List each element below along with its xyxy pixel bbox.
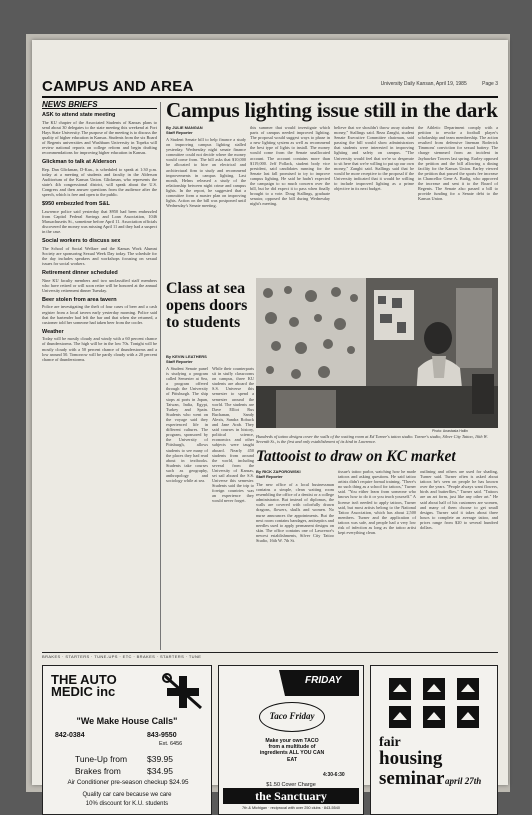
brakes-price: $34.95 bbox=[147, 766, 173, 776]
brief-body: The KU chapter of the Associated Students of Kansas plans to send about 30 delegates to the state meeting this weekend at Fort Hays State University. The purpose of the meeting is to discuss the quality of higher education in Kansas. Students from the six Board of Regents universities and Washburn University in Topeka will review national reports on college reform and begin drafting recommendations for improving higher education in Kansas. bbox=[42, 119, 157, 156]
sanctuary-taco-ad bbox=[218, 665, 364, 815]
brief-title: Retirement dinner scheduled bbox=[42, 270, 118, 277]
sanctuary-address: 7th & Michigan · reciprocal with over 250 clubs · 843-5540 bbox=[242, 806, 340, 810]
auto-medic-footer-1: Quality car care because we care bbox=[82, 792, 172, 798]
phone-extension: Ext. 6456 bbox=[159, 741, 183, 747]
house-grid-icon bbox=[385, 674, 485, 732]
lead-column-2: this summer that would investigate which parts of campus needed improved lighting. The proposal would suggest ways to phase in a new lighting system as well as recommend the best type of lights to install. The money would come from the Senate unallocated account. The account contains more than $119,000. Jeff Pollack, student body vice president, said candidates running for the Senate last fall promised to try to improve campus lighting. He said he hadn't expected the campaign to so much concern over the bill, but he did expect it to pass when finally brought to a vote. Doug Stallings, graduate senator, opposed the bill during Wednesday night's meeting. bbox=[250, 125, 330, 207]
brief-title: Weather bbox=[42, 328, 64, 335]
phone-primary: 842-0384 bbox=[55, 732, 85, 739]
brief-body: Nine KU faculty members and two unclassified staff members who have retired or will soon retire will be honored at the annual University retirement dinner Tuesday. bbox=[42, 277, 157, 293]
lead-byline: By JULIE MANGAN Staff Reporter bbox=[166, 125, 203, 135]
phone-secondary: 843-9550 bbox=[147, 732, 177, 739]
newspaper-page bbox=[32, 40, 508, 810]
brief-item bbox=[42, 270, 157, 293]
brief-title: Social workers to discuss sex bbox=[42, 238, 121, 245]
sanctuary-name: the Sanctuary bbox=[255, 789, 327, 803]
housing-date: april 27th bbox=[445, 776, 482, 786]
brief-title: Beer stolen from area tavern bbox=[42, 296, 117, 303]
tuneup-price: $39.95 bbox=[147, 754, 173, 764]
news-briefs-label: NEWS BRIEFS bbox=[42, 102, 157, 109]
lead-column-4: the Athletic Department comply with a petition to revoke a football player's scholarship and team membership. The action resulted from defensive lineman Roderick Timmons' conviction for sexual battery. The charge stemmed from an incident in Jayhawker Towers last spring. Earley opposed the petition and the bill allowing a dining facility for the Kansas Union. Earley viewed the petition that passed the sports fee increase in Chancellor Gene A. Budig, who approved the increase and sent it to the Board of Regents. The Senate also passed a bill to provide funding for a Senate debt to the Kansas Union. bbox=[418, 125, 498, 202]
section-title: CAMPUS AND AREA bbox=[42, 78, 194, 95]
brief-item bbox=[42, 159, 157, 197]
ac-service: Air Conditioner pre-season checkup $24.95 bbox=[67, 779, 189, 786]
brief-item bbox=[42, 297, 157, 325]
fair-housing-ad bbox=[370, 665, 498, 815]
taco-hours: 4:30-6:30 bbox=[323, 772, 345, 778]
brief-item bbox=[42, 329, 157, 362]
housing-title-3: seminar bbox=[379, 768, 445, 789]
brief-item bbox=[42, 238, 157, 266]
tuneup-label: Tune-Up from bbox=[75, 754, 128, 764]
photo-credit: Photo: Anastasia Hallin bbox=[432, 429, 468, 433]
taco-promo: Make your own TACO from a multitude of ingredients ALL YOU CAN EAT bbox=[259, 738, 325, 763]
auto-medic-name: THE AUTO MEDIC inc bbox=[51, 672, 117, 699]
brief-title: Glickman to talk at Alderson bbox=[42, 159, 117, 166]
brief-body: Today will be mostly cloudy and windy with a 60 percent chance of thunderstorms. The high will be in the low 70s. Tonight will be mostly cloudy with a 50 percent chance of thunderstorms and a low around 50. Tomorrow will be partly cloudy with a 20 percent chance of thunderstorms. bbox=[42, 336, 157, 362]
brief-body: Police are investigating the theft of four cases of beer and a cash register from a local tavern early yesterday morning. Police said that the bartender had left the bar and that when she returned, a customer told her someone had taken beer from the cooler. bbox=[42, 304, 157, 325]
brief-item bbox=[42, 112, 157, 155]
photo-caption: Hundreds of tattoo designs cover the walls of the waiting room at Ed Turner's tattoo studio. Turner's studio, Silver City Tattoo, 16th W. Seventh St., is the first and only establishment of its kind in Lawrence. bbox=[256, 434, 488, 445]
tattoo-column-2: tissue's tattoo parlor, watching how he made tattoos and asking questions. He said tattoo artists didn't require formal training. "There's no such thing as a school for tattoos," Turner said. "You either learn from someone who knows how to do it or you teach yourself." A license isn't needed to apply tattoos, Turner said, but most artists belong to the National Tattoo Association, which has about 2,500 members. Turner and the application of tattoos was safe, and people had a very low risk of infection as long as the tattoo artist kept everything clean. bbox=[338, 469, 416, 536]
lead-headline: Campus lighting issue still in the dark bbox=[166, 98, 498, 122]
class-headline: Class at sea opens doors to students bbox=[166, 280, 248, 331]
brakes-label: Brakes from bbox=[75, 766, 121, 776]
taco-brand: Taco Friday bbox=[269, 711, 315, 721]
class-byline: By KEVIN LEATHERS Staff Reporter bbox=[166, 354, 207, 364]
housing-title-1: fair bbox=[379, 735, 401, 750]
page-number: Page 3 bbox=[482, 81, 498, 87]
brief-title: $950 embezzled from S&L bbox=[42, 201, 110, 208]
tattoo-column-1: The new office of a local businessman contains a simple, clean waiting room resembling the office of a dentist or a college administrator. But instead of diplomas, the walls are covered with colorfully drawn dragons, flowers, skulls and women. No nurse announces the appointments. But the next room contains bandages, antiseptics and needles used to apply permanent designs on skin. The office contains one of Lawrence's newest establishments, Silver City Tattoo Studio, 16th W. 7th St. bbox=[256, 482, 334, 544]
auto-medic-ad bbox=[42, 665, 212, 815]
ads-banner: BRAKES · STARTERS · TUNE-UPS · ETC · BRAKES · STARTERS · TUNE bbox=[42, 654, 202, 659]
wrench-cross-icon bbox=[161, 672, 205, 712]
class-column-1: A Student Senate panel is studying a program called Semester at Sea, a program offered through the University of Pittsburgh. The ship stops at ports in Japan, Taiwan, India, Egypt, Turkey and Spain. Students who went on the voyage said they experienced life in different cultures. The program, sponsored by the University of Pittsburgh, allows students to see many of the places they had read about in textbooks. Students take courses such as geography, anthropology and sociology while at sea. bbox=[166, 366, 208, 484]
lead-column-3: believe that we shouldn't throw away student money," Stallings said. Reza Zanghi, student Senate Executive Committee chairman, said passing the bill would show administrators that students were interested in improving lighting and safety on campus. "The University would feel that we're so desperate to sit here that we're willing to put up our own money," Zanghi said. Stallings said that he would be more receptive to the proposal if the University indicated that it would be willing to include improved lighting as a prime objective in its next budget. bbox=[334, 125, 414, 192]
ads-divider bbox=[42, 652, 498, 653]
brief-body: Rep. Dan Glickman, D-Kan., is scheduled to speak at 1:30 p.m. today at a meeting of students and faculty in the Alderson Auditorium of the Kansas Union. Glickman, who represents the state's 4th congressional district, will speak about the U.S. Congress and then answer questions from the audience after the speech, which is free and open to the public. bbox=[42, 166, 157, 198]
column-divider bbox=[160, 102, 161, 650]
taco-day: FRIDAY bbox=[305, 675, 342, 686]
friday-banner-shape bbox=[219, 666, 365, 702]
taco-cover: $1.50 Cover Charge bbox=[266, 782, 316, 788]
tattoo-column-3: outlining and others are used for shading, Turner said. Turner often is asked about tattoos he's seen on people he has known over the years. "People always want flowers, birds and butterflies," Turner said. "Tattoos are an art form, just like any other art." He said about half of his customers are women, and many of them choose to get small designs. Turner said it takes about three hours to complete an average tattoo, and prices range from $20 to several hundred dollars. bbox=[420, 469, 498, 531]
brief-body: The School of Social Welfare and the Kansas Work Alumni Society are sponsoring Sexual Week Day today. The schedule for the day includes speakers and workshops focusing on sexual issues for social workers. bbox=[42, 245, 157, 267]
auto-medic-slogan: "We Make House Calls" bbox=[76, 716, 178, 726]
news-briefs-column bbox=[42, 102, 157, 650]
brief-title: ASK to attend state meeting bbox=[42, 112, 116, 119]
lead-column-1: A Student Senate bill to help finance a study on improving campus lighting stalled yesterday. Wednesday night senate finance committee could not decide where the money would come from. The bill asks that $10,000 be allocated to hire an electrical and architectural firm to study and recommend improvements in campus lighting. Last month, Helms released a study of the relationship between night crime and campus lights. In the report, he suggested that a committee form a master plan on improving lights. Action on the bill was postponed until Wednesday's Senate meeting. bbox=[166, 137, 246, 209]
tattoo-studio-photo bbox=[256, 278, 498, 428]
tattoo-headline: Tattooist to draw on KC market bbox=[256, 448, 456, 465]
page-header bbox=[42, 78, 498, 98]
auto-medic-footer-2: 10% discount for K.U. students bbox=[85, 801, 169, 807]
housing-title-2: housing bbox=[379, 748, 443, 769]
page-meta bbox=[367, 81, 498, 87]
tattoo-byline: By RICK ZAPOROWSKI Staff Reporter bbox=[256, 469, 301, 479]
class-column-2: While their counterparts sit in stuffy classrooms on campus, three KU students are aboard the S.S. Universe this semester to spend a semester around the world. The students are Dave Elliot Rus Buchanan, Sandy Alexis, Sandra Robuck and Jane Arab. They said courses in history, political science, economics and other subjects were taught aboard. Nearly 450 students from around the world, including several from the University of Kansas, set sail aboard the S.S. Universe this semester. Students said the trip to foreign countries was an experience they would never forget. bbox=[212, 366, 254, 504]
brief-item bbox=[42, 201, 157, 234]
brief-body: Lawrence police said yesterday that $950 had been embezzled from Capitol Federal Savings and Loan Association, 1046 Massachusetts St., sometime before April 11. Association officials discovered the money was missing April 11 and they had a suspect in the case. bbox=[42, 208, 157, 235]
paper-dateline: University Daily Kansan, April 19, 1985 bbox=[380, 81, 467, 87]
